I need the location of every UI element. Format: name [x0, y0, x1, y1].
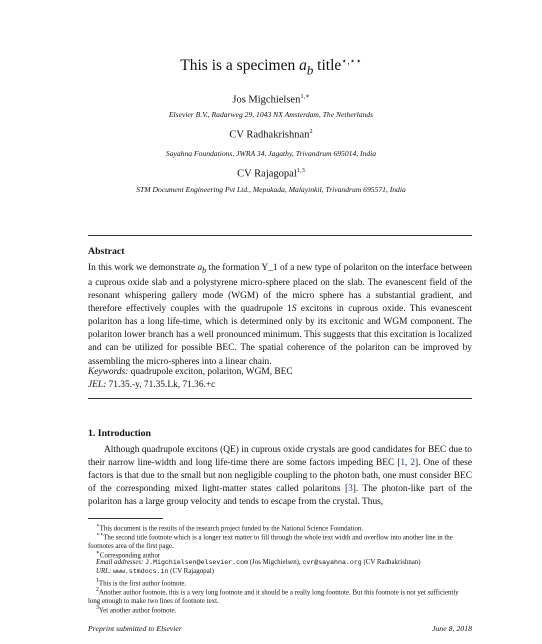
keywords-line	[88, 367, 293, 377]
intro-text-3: ]. The photon-like part of the polariton has a large group velocity and tends to escape from the crystal. Thus,	[88, 484, 472, 508]
title-sub: b	[306, 62, 314, 78]
abstract-text-1: In this work we demonstrate	[88, 263, 198, 273]
keywords-value: quadrupole exciton, polariton, WGM, BEC	[130, 367, 293, 377]
footnote-text: Yet another author footnote.	[98, 607, 177, 615]
footnote-text: Corresponding author	[99, 552, 161, 560]
author-mark: 1,∗	[300, 93, 310, 100]
jel-value: 71.35.-y, 71.35.Lk, 71.36.+c	[108, 380, 216, 390]
preprint-footer: Preprint submitted to Elsevier	[88, 624, 182, 633]
footnote-author-3	[88, 604, 472, 615]
author-name: CV Rajagopal	[237, 168, 297, 180]
abstract-text-3: excitons in cuprous oxide. This evanescent polariton has a long life-time, which is determined only by its excitonic and WGM component. The polariton lower branch has a well pronounced minimum. This suggests that this excitation is localized and can be utilized for possible BEC. The spatial coherence of the polariton can be improved by assembling the micro-spheres into a linear chain.	[88, 304, 472, 367]
footnote-mark: 1	[96, 578, 99, 584]
url-link[interactable]: www.stmdocs.in	[113, 568, 169, 575]
email-label: Email addresses:	[96, 559, 144, 566]
citation-link[interactable]: 1	[400, 458, 406, 469]
author-name: Jos Migchielsen	[232, 94, 301, 106]
citation-separator: ,	[405, 458, 411, 469]
intro-text-1: Although quadrupole excitons (QE) in cuprous oxide crystals are good candidates for BEC due to their narrow line-width and long life-time there are some factors impeding BEC [	[88, 445, 472, 469]
url-label: URL:	[96, 568, 112, 575]
jel-label: JEL:	[88, 380, 107, 390]
title-text-2: title	[313, 57, 342, 75]
title-var: a	[299, 57, 307, 75]
citation-link[interactable]: 3	[348, 484, 353, 495]
paper-title	[0, 56, 542, 78]
footnote-text: Another author footnote, this is a very long footnote and it should be a really long footnote. But this footnote is not yet sufficiently long enough to make two lines of footnote text.	[88, 589, 459, 606]
abstract-s-var: S	[291, 304, 297, 315]
affiliation-1: Elsevier B.V., Radarweg 29, 1043 NX Amsterdam, The Netherlands	[168, 110, 374, 119]
abstract-heading: Abstract	[88, 246, 125, 257]
author-3	[0, 167, 542, 180]
footnote-mark: ⋆	[96, 523, 100, 529]
title-footnote-marks: ⋆,⋆⋆	[341, 56, 362, 67]
email-link[interactable]: cvr@sayahna.org	[302, 559, 362, 566]
footnote-text: This is the first author footnote.	[98, 580, 187, 588]
title-text: This is a specimen	[180, 57, 300, 75]
footnote-rule	[88, 518, 163, 519]
footnote-text: The second title footnote which is a longer text matter to fill through the whole text width and overflow into another line in the footnotes area of the first page.	[88, 534, 453, 551]
footnote-text: (Jos Migchielsen),	[248, 559, 303, 566]
abstract-bottom-rule	[88, 398, 472, 399]
footnote-emails	[88, 558, 472, 567]
citation-link[interactable]: 2	[410, 458, 415, 469]
author-2	[0, 128, 542, 141]
jel-line	[88, 380, 215, 390]
footnote-mark: ⋆⋆	[96, 532, 104, 538]
abstract-text-2: the formation Y_1 of a new type of polariton on the interface between a cuprous oxide slab and a polystyrene micro-sphere placed on the slab. The evanescent field of the resonant whispering gallery mode (WGM) of the micro sphere has a substantial gradient, and therefore effectively couples with the quadrupole 1	[88, 263, 473, 315]
footnote-text: This document is the results of the research project funded by the National Science Foundation.	[99, 525, 364, 533]
footnote-mark: 3	[96, 605, 99, 611]
abstract-var: a	[197, 263, 203, 273]
email-link[interactable]: J.Migchielsen@elsevier.com	[145, 559, 249, 566]
footnote-text: (CV Radhakrishnan)	[361, 559, 421, 566]
footnote-mark: ∗	[96, 550, 100, 556]
date-footer: June 8, 2018	[431, 624, 472, 633]
abstract-body	[88, 262, 472, 369]
footnote-mark: 2	[96, 587, 99, 593]
intro-paragraph	[88, 444, 472, 509]
section-heading: 1. Introduction	[88, 428, 151, 439]
author-1	[0, 92, 542, 106]
author-mark: 2	[309, 128, 313, 135]
footnote-text: (CV Rajagopal)	[168, 568, 214, 575]
footnote-url	[88, 567, 472, 576]
author-name: CV Radhakrishnan	[229, 129, 310, 141]
keywords-label: Keywords:	[88, 367, 129, 377]
affiliation-2: Sayahna Foundations, JWRA 34, Jagathy, Trivandrum 695014, India	[165, 149, 377, 158]
abstract-top-rule	[88, 235, 472, 236]
affiliation-3: STM Document Engineering Pvt Ltd., Mepukada, Malayinkil, Trivandrum 695571, India	[136, 185, 406, 194]
abstract-sub: b	[202, 265, 207, 275]
author-mark: 1,3	[296, 167, 305, 174]
intro-text-2: ]. One of these factors is that due to the small but non negligible coupling to the photon bath, one must consider BEC of the corresponding mixed light-matter states called polaritons [	[88, 458, 472, 495]
